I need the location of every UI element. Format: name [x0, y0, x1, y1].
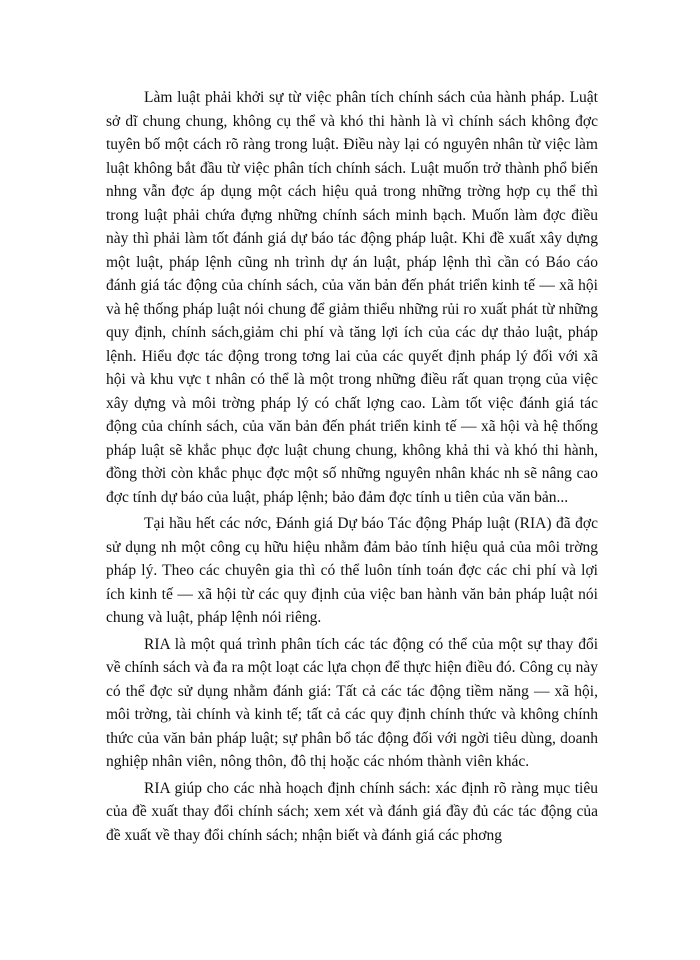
- paragraph-2: Tại hầu hết các nớc, Đánh giá Dự báo Tác động Pháp luật (RIA) đã đợc sử dụng nh một công cụ hữu hiệu nhằm đảm bảo tính hiệu quả của môi trờng pháp lý. Theo các chuyên gia thì có thể luôn tính toán đợc các chi phí và lợi ích kinh tế — xã hội từ các quy định của việc ban hành văn bản pháp luật nói chung và luật, pháp lệnh nói riêng.: [106, 515, 598, 626]
- paragraph-4: RIA giúp cho các nhà hoạch định chính sách: xác định rõ ràng mục tiêu của đề xuất thay đổi chính sách; xem xét và đánh giá đầy đủ các tác động của đề xuất về thay đổi chính sách; nhận biết và đánh giá các phơng: [106, 779, 598, 844]
- paragraph-1: Làm luật phải khởi sự từ việc phân tích chính sách của hành pháp. Luật sở dĩ chung chung, không cụ thể và khó thi hành là vì chính sách không đợc tuyên bố một cách rõ ràng trong luật. Điều này lại có nguyên nhân từ việc làm luật không bắt đầu từ việc phân tích chính sách. Luật muốn trở thành phổ biến nhng vẫn đợc áp dụng một cách hiệu quả trong những trờng hợp cụ thể thì trong luật phải chứa đựng những chính sách minh bạch. Muốn làm đợc điều này thì phải làm tốt đánh giá dự báo tác động pháp luật. Khi đề xuất xây dựng một luật, pháp lệnh cũng nh trình dự án luật, pháp lệnh thì cần có Báo cáo đánh giá tác động của chính sách, của văn bản đến phát triển kinh tế — xã hội và hệ thống pháp luật nói chung để giảm thiểu những rủi ro xuất phát từ những quy định, chính sách,giảm chi phí và tăng lợi ích của các dự thảo luật, pháp lệnh. Hiểu đợc tác động trong tơng lai của các quyết định pháp lý đối với xã hội và khu vực t nhân có thể là một trong những điều rất quan trọng của việc xây dựng và môi trờng pháp lý có chất lợng cao. Làm tốt việc đánh giá tác động của chính sách, của văn bản đến phát triển kinh tế — xã hội và hệ thống pháp luật sẽ khắc phục đợc luật chung chung, không khả thi và khó thi hành, đồng thời còn khắc phục đợc một số những nguyên nhân khác nh sẽ nâng cao đợc tính dự báo của luật, pháp lệnh; bảo đảm đợc tính u tiên của văn bản...: [106, 89, 598, 506]
- document-page: [106, 86, 598, 847]
- paragraph-3: RIA là một quá trình phân tích các tác động có thể của một sự thay đổi về chính sách và đa ra một loạt các lựa chọn để thực hiện điều đó. Công cụ này có thể đợc sử dụng nhằm đánh giá: Tất cả các tác động tiềm năng — xã hội, môi trờng, tài chính và kinh tế; tất cả các quy định chính thức và không chính thức của văn bản pháp luật; sự phân bổ tác động đối với ngời tiêu dùng, doanh nghiệp nhân viên, nông thôn, đô thị hoặc các nhóm thành viên khác.: [106, 635, 598, 770]
